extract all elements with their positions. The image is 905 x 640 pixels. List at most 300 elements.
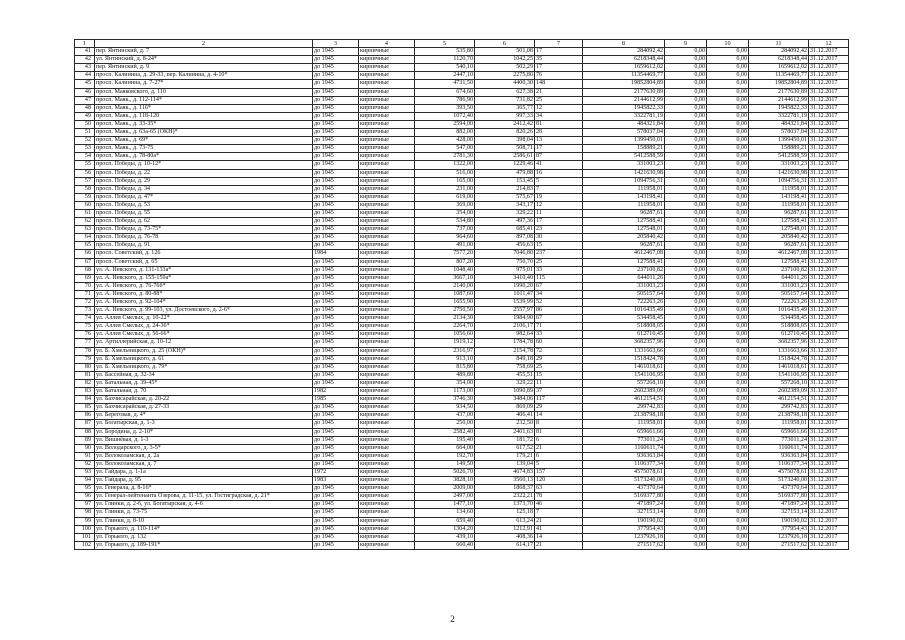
table-cell: просп. Победы, д. 62: [95, 218, 313, 226]
table-cell: ул. Батальная, д. 39-45*: [95, 379, 313, 387]
table-cell: 1659612,02: [749, 64, 809, 72]
table-cell: 0,00: [707, 452, 749, 460]
table-cell: 34: [535, 112, 583, 120]
table-cell: 0,00: [665, 452, 707, 460]
table-row: [75, 525, 849, 533]
table-cell: 0,00: [707, 444, 749, 452]
table-cell: 0,00: [665, 347, 707, 355]
table-cell: 31.12.2017: [809, 339, 849, 347]
table-cell: 76: [535, 72, 583, 80]
table-cell: 299742,83: [749, 404, 809, 412]
table-cell: до 1945: [313, 242, 359, 250]
table-row: [75, 72, 849, 80]
table-cell: до 1945: [313, 129, 359, 137]
table-cell: ул. Глинки, д. 2-6, ул. Богатырская, д. 4-6: [95, 501, 313, 509]
table-cell: ул. Горького, д. 132: [95, 533, 313, 541]
table-cell: 614,17: [475, 541, 535, 549]
table-cell: 95: [75, 485, 95, 493]
table-cell: 897,08: [475, 234, 535, 242]
table-cell: до 1945: [313, 363, 359, 371]
table-cell: 31.12.2017: [809, 404, 849, 412]
table-cell: 0,00: [665, 88, 707, 96]
table-cell: 44: [75, 72, 95, 80]
table-row: [75, 266, 849, 274]
table-cell: 501,08: [475, 48, 535, 56]
table-cell: просп. Победы, д. 55: [95, 209, 313, 217]
table-cell: 81: [535, 120, 583, 128]
table-cell: до 1945: [313, 120, 359, 128]
table-cell: 73: [75, 307, 95, 315]
table-cell: 51: [75, 129, 95, 137]
table-cell: 534458,45: [583, 315, 665, 323]
table-cell: кирпичные: [359, 193, 415, 201]
table-cell: 31.12.2017: [809, 444, 849, 452]
table-cell: 0,00: [707, 428, 749, 436]
table-cell: 31.12.2017: [809, 48, 849, 56]
table-cell: 377954,43: [583, 525, 665, 533]
table-cell: 14: [535, 412, 583, 420]
table-cell: 0,00: [665, 201, 707, 209]
table-cell: 1048,40: [415, 266, 475, 274]
table-cell: 0,00: [707, 96, 749, 104]
table-cell: 1659612,02: [583, 64, 665, 72]
table-cell: кирпичные: [359, 299, 415, 307]
table-cell: 0,00: [665, 104, 707, 112]
table-cell: 0,00: [707, 274, 749, 282]
table-cell: 0,00: [707, 363, 749, 371]
table-cell: кирпичные: [359, 468, 415, 476]
table-row: [75, 234, 849, 242]
table-cell: 13: [535, 137, 583, 145]
table-cell: 7577,20: [415, 250, 475, 258]
table-cell: просп. Маяк., д. 116*: [95, 104, 313, 112]
table-cell: 43: [75, 64, 95, 72]
table-cell: ул. А. Невского, д. 76-76б*: [95, 282, 313, 290]
table-cell: 31.12.2017: [809, 177, 849, 185]
table-cell: 1421630,98: [749, 169, 809, 177]
table-cell: 6218348,44: [583, 56, 665, 64]
table-cell: 66: [75, 250, 95, 258]
table-cell: 1237926,18: [583, 533, 665, 541]
table-cell: 0,00: [707, 323, 749, 331]
table-cell: 5026,70: [415, 468, 475, 476]
table-cell: кирпичные: [359, 226, 415, 234]
table-cell: 0,00: [707, 477, 749, 485]
table-cell: 67: [535, 315, 583, 323]
table-cell: 45: [75, 80, 95, 88]
table-cell: до 1945: [313, 460, 359, 468]
table-cell: 42: [75, 56, 95, 64]
table-row: [75, 282, 849, 290]
table-cell: кирпичные: [359, 169, 415, 177]
table-cell: 1016435,49: [749, 307, 809, 315]
table-cell: 508,71: [475, 145, 535, 153]
table-cell: до 1945: [313, 56, 359, 64]
table-cell: 31.12.2017: [809, 379, 849, 387]
table-cell: 0,00: [665, 485, 707, 493]
table-cell: 25: [535, 258, 583, 266]
table-cell: до 1945: [313, 436, 359, 444]
table-cell: 31.12.2017: [809, 371, 849, 379]
table-cell: 5169377,80: [749, 493, 809, 501]
table-cell: 0,00: [707, 460, 749, 468]
table-cell: 5412588,59: [583, 153, 665, 161]
table-cell: 327153,14: [583, 509, 665, 517]
table-cell: до 1945: [313, 541, 359, 549]
table-cell: 15: [535, 242, 583, 250]
table-cell: до 1945: [313, 145, 359, 153]
table-cell: кирпичные: [359, 274, 415, 282]
table-cell: 0,00: [665, 129, 707, 137]
table-cell: кирпичные: [359, 404, 415, 412]
table-cell: до 1945: [313, 234, 359, 242]
table-row: [75, 64, 849, 72]
table-cell: 11: [535, 209, 583, 217]
table-cell: 52: [535, 299, 583, 307]
table-row: [75, 201, 849, 209]
table-cell: 2177630,89: [749, 88, 809, 96]
table-cell: кирпичные: [359, 396, 415, 404]
table-row: [75, 468, 849, 476]
table-cell: просп. Калинина, д. 29-33, пер. Калинина, д. 4-10*: [95, 72, 313, 80]
table-cell: 0,00: [665, 436, 707, 444]
table-cell: 96287,61: [583, 209, 665, 217]
table-cell: ул. Аллея Смелых, д. 24-36*: [95, 323, 313, 331]
table-cell: 31.12.2017: [809, 493, 849, 501]
column-number-cell: 5: [415, 40, 475, 48]
table-cell: 0,00: [665, 64, 707, 72]
table-cell: 31.12.2017: [809, 80, 849, 88]
table-row: [75, 274, 849, 282]
table-cell: 157: [535, 468, 583, 476]
table-cell: 0,00: [707, 315, 749, 323]
table-cell: 0,00: [665, 242, 707, 250]
table-cell: 1160611,74: [583, 444, 665, 452]
table-cell: 31.12.2017: [809, 323, 849, 331]
table-cell: 72: [535, 347, 583, 355]
table-cell: 7: [535, 509, 583, 517]
table-cell: 31.12.2017: [809, 129, 849, 137]
table-cell: 67: [75, 258, 95, 266]
table-cell: 0,00: [707, 120, 749, 128]
table-cell: 0,00: [707, 307, 749, 315]
table-cell: 3746,30: [415, 396, 475, 404]
table-cell: 29: [535, 404, 583, 412]
table-cell: 0,00: [665, 185, 707, 193]
table-cell: 31.12.2017: [809, 412, 849, 420]
table-cell: 0,00: [665, 460, 707, 468]
table-cell: 0,00: [665, 266, 707, 274]
table-cell: просп. Маяковского, д. 110: [95, 88, 313, 96]
table-row: [75, 452, 849, 460]
table-cell: 0,00: [707, 347, 749, 355]
table-cell: 158889,21: [749, 145, 809, 153]
table-cell: до 1945: [313, 290, 359, 298]
table-cell: 502,29: [475, 64, 535, 72]
table-cell: 1919,12: [415, 339, 475, 347]
table-cell: 773011,24: [749, 436, 809, 444]
table-row: [75, 339, 849, 347]
table-cell: 393,50: [415, 104, 475, 112]
table-cell: 0,00: [665, 468, 707, 476]
table-cell: 354,00: [415, 209, 475, 217]
table-cell: 518808,05: [583, 323, 665, 331]
table-cell: 0,00: [665, 209, 707, 217]
table-cell: 77: [75, 339, 95, 347]
table-cell: 0,00: [665, 282, 707, 290]
table-row: [75, 169, 849, 177]
table-cell: кирпичные: [359, 436, 415, 444]
table-cell: 31.12.2017: [809, 468, 849, 476]
table-cell: 505157,64: [749, 290, 809, 298]
table-row: [75, 509, 849, 517]
table-cell: до 1945: [313, 201, 359, 209]
table-cell: до 1945: [313, 420, 359, 428]
table-cell: 535,80: [415, 48, 475, 56]
table-cell: 71: [75, 290, 95, 298]
table-cell: просп. Советский, д. 65: [95, 258, 313, 266]
table-cell: ул. Янтинский, д. 8-24*: [95, 56, 313, 64]
table-cell: кирпичные: [359, 88, 415, 96]
table-cell: 4612154,51: [583, 396, 665, 404]
table-cell: 21: [535, 517, 583, 525]
table-cell: 0,00: [665, 120, 707, 128]
table-cell: кирпичные: [359, 80, 415, 88]
table-cell: 143198,41: [583, 193, 665, 201]
table-cell: 1173,00: [415, 388, 475, 396]
table-row: [75, 323, 849, 331]
table-cell: 1304,20: [415, 525, 475, 533]
table-cell: кирпичные: [359, 258, 415, 266]
table-cell: 7046,80: [475, 250, 535, 258]
table-cell: кирпичные: [359, 48, 415, 56]
table-cell: кирпичные: [359, 242, 415, 250]
table-cell: 65: [75, 242, 95, 250]
table-cell: 87: [535, 153, 583, 161]
table-cell: 354,00: [415, 379, 475, 387]
table-cell: просп. Победы, д. 34: [95, 185, 313, 193]
table-cell: 1399450,01: [749, 137, 809, 145]
table-cell: ул. Генерала, д. 8-16*: [95, 485, 313, 493]
table-cell: до 1945: [313, 72, 359, 80]
table-cell: 4400,30: [475, 80, 535, 88]
table-cell: кирпичные: [359, 501, 415, 509]
table-cell: 2401,63: [475, 428, 535, 436]
table-cell: кирпичные: [359, 541, 415, 549]
table-cell: 1990,20: [475, 282, 535, 290]
table-cell: ул. Гайдара, д. 1-1а: [95, 468, 313, 476]
table-cell: 1984,90: [475, 315, 535, 323]
table-cell: кирпичные: [359, 477, 415, 485]
table-cell: 2586,61: [475, 153, 535, 161]
table-cell: 21: [535, 541, 583, 549]
table-cell: 78: [535, 493, 583, 501]
table-cell: до 1945: [313, 161, 359, 169]
table-cell: 2602389,09: [583, 388, 665, 396]
table-cell: ул. Бахчисарайская, д. 20-22: [95, 396, 313, 404]
table-cell: 1322,00: [415, 161, 475, 169]
table-cell: 0,00: [707, 218, 749, 226]
table-cell: 31.12.2017: [809, 258, 849, 266]
table-cell: 2781,30: [415, 153, 475, 161]
table-cell: до 1945: [313, 274, 359, 282]
table-cell: 120: [535, 477, 583, 485]
table-row: [75, 112, 849, 120]
table-cell: 52: [75, 137, 95, 145]
table-cell: 94: [75, 477, 95, 485]
table-cell: 1985: [313, 396, 359, 404]
table-row: [75, 137, 849, 145]
table-cell: 0,00: [665, 234, 707, 242]
table-row: [75, 193, 849, 201]
table-cell: 31.12.2017: [809, 428, 849, 436]
table-cell: кирпичные: [359, 282, 415, 290]
table-cell: 190190,02: [749, 517, 809, 525]
table-cell: 4612154,51: [749, 396, 809, 404]
table-cell: 0,00: [665, 517, 707, 525]
table-cell: 2497,00: [415, 493, 475, 501]
table-row: [75, 396, 849, 404]
table-row: [75, 460, 849, 468]
table-cell: 0,00: [707, 436, 749, 444]
table-cell: 674,60: [415, 88, 475, 96]
table-cell: 0,00: [707, 129, 749, 137]
table-cell: 33: [535, 331, 583, 339]
table-cell: 0,00: [665, 444, 707, 452]
table-cell: 815,80: [415, 363, 475, 371]
table-cell: 0,00: [707, 299, 749, 307]
table-cell: 0,00: [707, 258, 749, 266]
table-cell: 86: [535, 307, 583, 315]
table-cell: 250,00: [415, 420, 475, 428]
table-cell: 4575078,61: [749, 468, 809, 476]
table-cell: 505157,64: [583, 290, 665, 298]
table-cell: 181,72: [475, 436, 535, 444]
table-cell: просп. Маяк., д. 112-114*: [95, 96, 313, 104]
table-cell: до 1945: [313, 533, 359, 541]
table-cell: 0,00: [665, 379, 707, 387]
table-cell: кирпичные: [359, 185, 415, 193]
table-row: [75, 501, 849, 509]
table-cell: 11: [535, 379, 583, 387]
table-row: [75, 477, 849, 485]
table-cell: 31.12.2017: [809, 388, 849, 396]
table-cell: 1539,99: [475, 299, 535, 307]
table-cell: 2557,97: [475, 307, 535, 315]
table-cell: кирпичные: [359, 323, 415, 331]
table-cell: 0,00: [707, 493, 749, 501]
table-cell: до 1945: [313, 452, 359, 460]
table-cell: 0,00: [707, 468, 749, 476]
table-cell: 69: [75, 274, 95, 282]
table-cell: 0,00: [707, 88, 749, 96]
table-cell: 2144612,99: [583, 96, 665, 104]
table-cell: 0,00: [707, 177, 749, 185]
table-cell: 46: [75, 88, 95, 96]
table-cell: кирпичные: [359, 129, 415, 137]
table-cell: 786,90: [415, 96, 475, 104]
table-cell: 92: [75, 460, 95, 468]
table-row: [75, 444, 849, 452]
table-cell: 0,00: [707, 501, 749, 509]
table-cell: 0,00: [707, 234, 749, 242]
table-cell: 0,00: [665, 428, 707, 436]
table-cell: 165,00: [415, 177, 475, 185]
table-cell: 3322781,19: [749, 112, 809, 120]
table-cell: 0,00: [665, 112, 707, 120]
table-row: [75, 242, 849, 250]
table-cell: 139,04: [475, 460, 535, 468]
table-cell: 31.12.2017: [809, 290, 849, 298]
table-row: [75, 485, 849, 493]
table-cell: 2602389,09: [749, 388, 809, 396]
table-cell: 153,45: [475, 177, 535, 185]
table-cell: пер. Янтинский, д. 9: [95, 64, 313, 72]
table-cell: 0,00: [665, 169, 707, 177]
table-cell: 99: [75, 517, 95, 525]
table-cell: 81: [75, 371, 95, 379]
table-cell: 31.12.2017: [809, 185, 849, 193]
table-cell: 5169377,80: [583, 493, 665, 501]
table-row: [75, 533, 849, 541]
table-cell: 497,36: [475, 218, 535, 226]
table-cell: 329,22: [475, 209, 535, 217]
table-cell: 0,00: [707, 412, 749, 420]
table-cell: 0,00: [707, 379, 749, 387]
table-cell: 80: [75, 363, 95, 371]
table-cell: ул. Володарского, д. 3-5*: [95, 444, 313, 452]
table-cell: 547,00: [415, 145, 475, 153]
table-cell: 31.12.2017: [809, 299, 849, 307]
table-cell: 70: [75, 282, 95, 290]
table-cell: кирпичные: [359, 290, 415, 298]
table-cell: кирпичные: [359, 412, 415, 420]
table-cell: 3682357,96: [749, 339, 809, 347]
table-cell: просп. Маяк., д. 69*: [95, 137, 313, 145]
table-cell: 0,00: [665, 177, 707, 185]
table-cell: 41: [535, 161, 583, 169]
table-cell: 0,00: [707, 209, 749, 217]
table-cell: 31.12.2017: [809, 509, 849, 517]
table-cell: 2009,00: [415, 485, 475, 493]
table-cell: 23: [535, 226, 583, 234]
table-cell: 0,00: [665, 420, 707, 428]
table-cell: до 1945: [313, 137, 359, 145]
table-cell: 0,00: [707, 72, 749, 80]
table-row: [75, 250, 849, 258]
table-cell: 31.12.2017: [809, 104, 849, 112]
table-cell: 2154,78: [475, 347, 535, 355]
table-cell: 60: [535, 339, 583, 347]
table-cell: 31.12.2017: [809, 331, 849, 339]
table-cell: 0,00: [665, 396, 707, 404]
table-cell: 79: [75, 355, 95, 363]
table-cell: 2316,97: [415, 347, 475, 355]
table-cell: 722263,26: [749, 299, 809, 307]
table-cell: 428,00: [415, 137, 475, 145]
table-cell: 331003,23: [749, 282, 809, 290]
table-cell: 237: [535, 250, 583, 258]
table-cell: 1655,90: [415, 299, 475, 307]
column-number-cell: 10: [707, 40, 749, 48]
table-cell: до 1945: [313, 355, 359, 363]
table-cell: 86: [75, 412, 95, 420]
table-cell: 19852804,89: [749, 80, 809, 88]
table-cell: 0,00: [665, 274, 707, 282]
table-cell: 0,00: [665, 412, 707, 420]
table-cell: 0,00: [707, 371, 749, 379]
table-cell: 2264,70: [415, 323, 475, 331]
